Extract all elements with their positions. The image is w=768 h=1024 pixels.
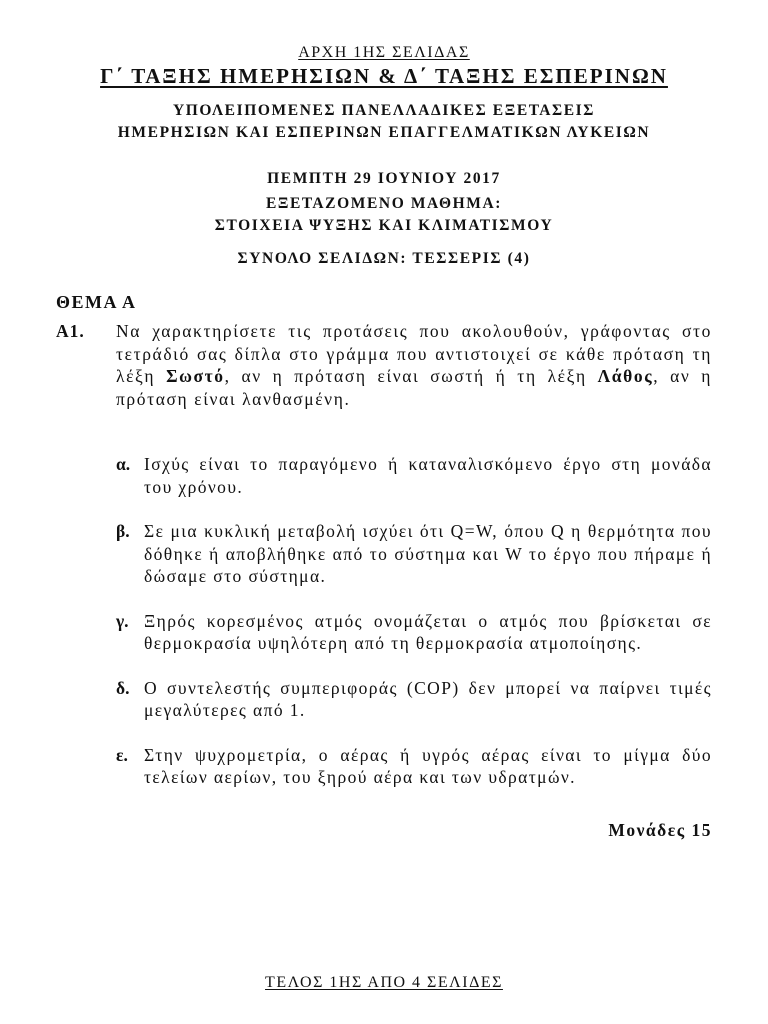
statement-list: [116, 453, 712, 811]
list-item: [116, 677, 712, 722]
item-text: Στην ψυχρομετρία, ο αέρας ή υγρός αέρας είναι το μίγμα δύο τελείων αερίων, του ξηρού αέρα και των υδρατμών.: [144, 744, 712, 787]
list-item: [116, 744, 712, 789]
exam-subject: [0, 193, 768, 237]
list-item: [116, 453, 712, 498]
list-item: [116, 610, 712, 655]
exam-type-line-2: ΗΜΕΡΗΣΙΩΝ ΚΑΙ ΕΣΠΕΡΙΝΩΝ ΕΠΑΓΓΕΛΜΑΤΙΚΩΝ ΛΥΚΕΙΩΝ: [117, 124, 651, 141]
item-letter: ε.: [116, 744, 128, 765]
marks-label: Μονάδες 15: [608, 820, 712, 840]
question-text: [116, 320, 712, 410]
question-text-part-1: Να χαρακτηρίσετε τις προτάσεις που ακολουθούν, γράφοντας στο τετράδιό σας δίπλα στο γράμμα που αντιστοιχεί σε κάθε πρόταση τη λέξη: [116, 321, 712, 386]
list-item: [116, 520, 712, 588]
item-letter: γ.: [116, 610, 129, 631]
item-text: Ο συντελεστής συμπεριφοράς (COP) δεν μπορεί να παίρνει τιμές μεγαλύτερες από 1.: [144, 677, 712, 720]
item-letter: α.: [116, 454, 131, 474]
item-text: Ισχύς είναι το παραγόμενο ή καταναλισκόμενο έργο στη μονάδα του χρόνου.: [144, 454, 712, 497]
exam-type: [0, 100, 768, 144]
item-text: Σε μια κυκλική μεταβολή ισχύει ότι Q=W, όπου Q η θερμότητα που δόθηκε ή αποβλήθηκε από το σύστημα και W το έργο που πήραμε ή δώσαμε στο σύστημα.: [144, 521, 712, 586]
item-letter: β.: [116, 521, 130, 541]
question-text-part-3: , αν η πρόταση είναι λανθασμένη.: [116, 366, 712, 409]
question-text-part-2: , αν η πρόταση είναι σωστή ή τη λέξη: [224, 366, 598, 386]
item-letter: δ.: [116, 677, 130, 698]
keyword-wrong: Λάθος: [597, 366, 654, 386]
subject-label: ΕΞΕΤΑΖΟΜΕΝΟ ΜΑΘΗΜΑ:: [265, 195, 503, 212]
item-text: Ξηρός κορεσμένος ατμός ονομάζεται ο ατμός που βρίσκεται σε θερμοκρασία υψηλότερη από τη θερμοκρασία ατμοποίησης.: [144, 610, 712, 653]
subject-name: ΣΤΟΙΧΕΙΑ ΨΥΞΗΣ ΚΑΙ ΚΛΙΜΑΤΙΣΜΟΥ: [214, 217, 554, 234]
page-count: ΣΥΝΟΛΟ ΣΕΛΙΔΩΝ: ΤΕΣΣΕΡΙΣ (4): [237, 250, 531, 267]
exam-title: Γ΄ ΤΑΞΗΣ ΗΜΕΡΗΣΙΩΝ & Δ΄ ΤΑΞΗΣ ΕΣΠΕΡΙΝΩΝ: [100, 64, 668, 88]
question-number: Α1.: [56, 321, 85, 341]
section-heading: ΘΕΜΑ Α: [56, 292, 137, 312]
exam-type-line-1: ΥΠΟΛΕΙΠΟΜΕΝΕΣ ΠΑΝΕΛΛΑΔΙΚΕΣ ΕΞΕΤΑΣΕΙΣ: [172, 102, 596, 119]
question-a1: [56, 320, 712, 410]
keyword-correct: Σωστό: [166, 366, 225, 386]
page-start-label: ΑΡΧΗ 1ΗΣ ΣΕΛΙΔΑΣ: [298, 44, 470, 61]
page-end-label: ΤΕΛΟΣ 1ΗΣ ΑΠΟ 4 ΣΕΛΙΔΕΣ: [265, 974, 503, 991]
exam-date: ΠΕΜΠΤΗ 29 ΙΟΥΝΙΟΥ 2017: [267, 170, 501, 187]
